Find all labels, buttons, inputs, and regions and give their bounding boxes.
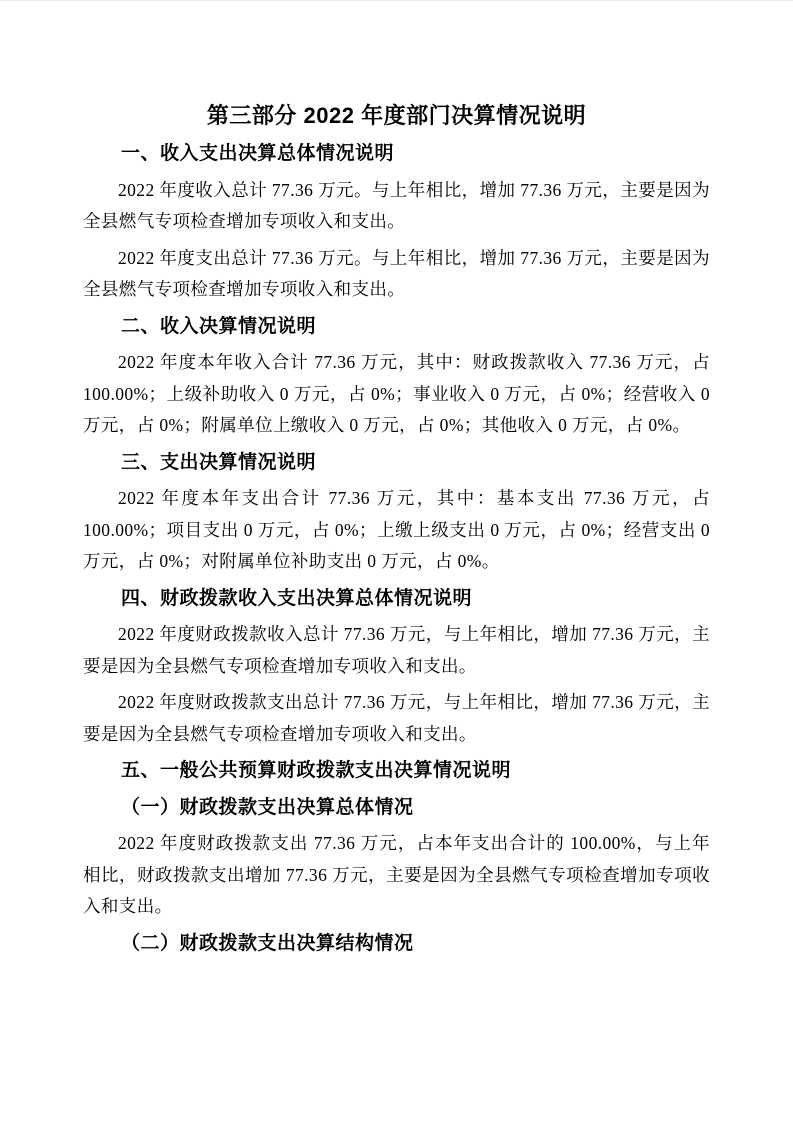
paragraph-total-income: 2022 年度收入总计 77.36 万元。与上年相比，增加 77.36 万元，主要是因为全县燃气专项检查增加专项收入和支出。 — [83, 179, 710, 231]
section-heading-income-final-accounts: 二、收入决算情况说明 — [121, 315, 317, 337]
paragraph-fiscal-appropriation-income: 2022 年度财政拨款收入总计 77.36 万元，与上年相比，增加 77.36 万元，主要是因为全县燃气专项检查增加专项收入和支出。 — [83, 624, 710, 676]
sub-heading-fiscal-expense-structure: （二）财政拨款支出决算结构情况 — [121, 932, 414, 954]
section-heading-expense-final-accounts: 三、支出决算情况说明 — [121, 451, 317, 473]
paragraph-expense-breakdown: 2022 年度本年支出合计 77.36 万元，其中：基本支出 77.36 万元，占 100.00%；项目支出 0 万元，占 0%；上缴上级支出 0 万元，占 0%；经营支出 0 万元，占 0%；对附属单位补助支出 0 万元，占 0%。 — [83, 488, 710, 571]
paragraph-fiscal-expense-detail: 2022 年度财政拨款支出 77.36 万元，占本年支出合计的 100.00%，与上年相比，财政拨款支出增加 77.36 万元，主要是因为全县燃气专项检查增加专项收入和支出。 — [83, 833, 710, 916]
paragraph-income-breakdown: 2022 年度本年收入合计 77.36 万元，其中：财政拨款收入 77.36 万元，占 100.00%；上级补助收入 0 万元，占 0%；事业收入 0 万元，占 0%；经营收入 0 万元，占 0%；附属单位上缴收入 0 万元，占 0%；其他收入 0 万元，占 0%。 — [83, 352, 710, 435]
document-title: 第三部分 2022 年度部门决算情况说明 — [206, 103, 587, 128]
section-heading-general-public-budget-expense: 五、一般公共预算财政拨款支出决算情况说明 — [121, 760, 512, 781]
paragraph-total-expense: 2022 年度支出总计 77.36 万元。与上年相比，增加 77.36 万元，主要是因为全县燃气专项检查增加专项收入和支出。 — [83, 247, 710, 299]
paragraph-fiscal-appropriation-expense: 2022 年度财政拨款支出总计 77.36 万元，与上年相比，增加 77.36 万元，主要是因为全县燃气专项检查增加专项收入和支出。 — [83, 692, 710, 744]
section-heading-income-expense-overview: 一、收入支出决算总体情况说明 — [121, 143, 395, 164]
sub-heading-fiscal-expense-overall: （一）财政拨款支出决算总体情况 — [121, 796, 414, 818]
section-heading-fiscal-appropriation-overview: 四、财政拨款收入支出决算总体情况说明 — [121, 587, 473, 609]
